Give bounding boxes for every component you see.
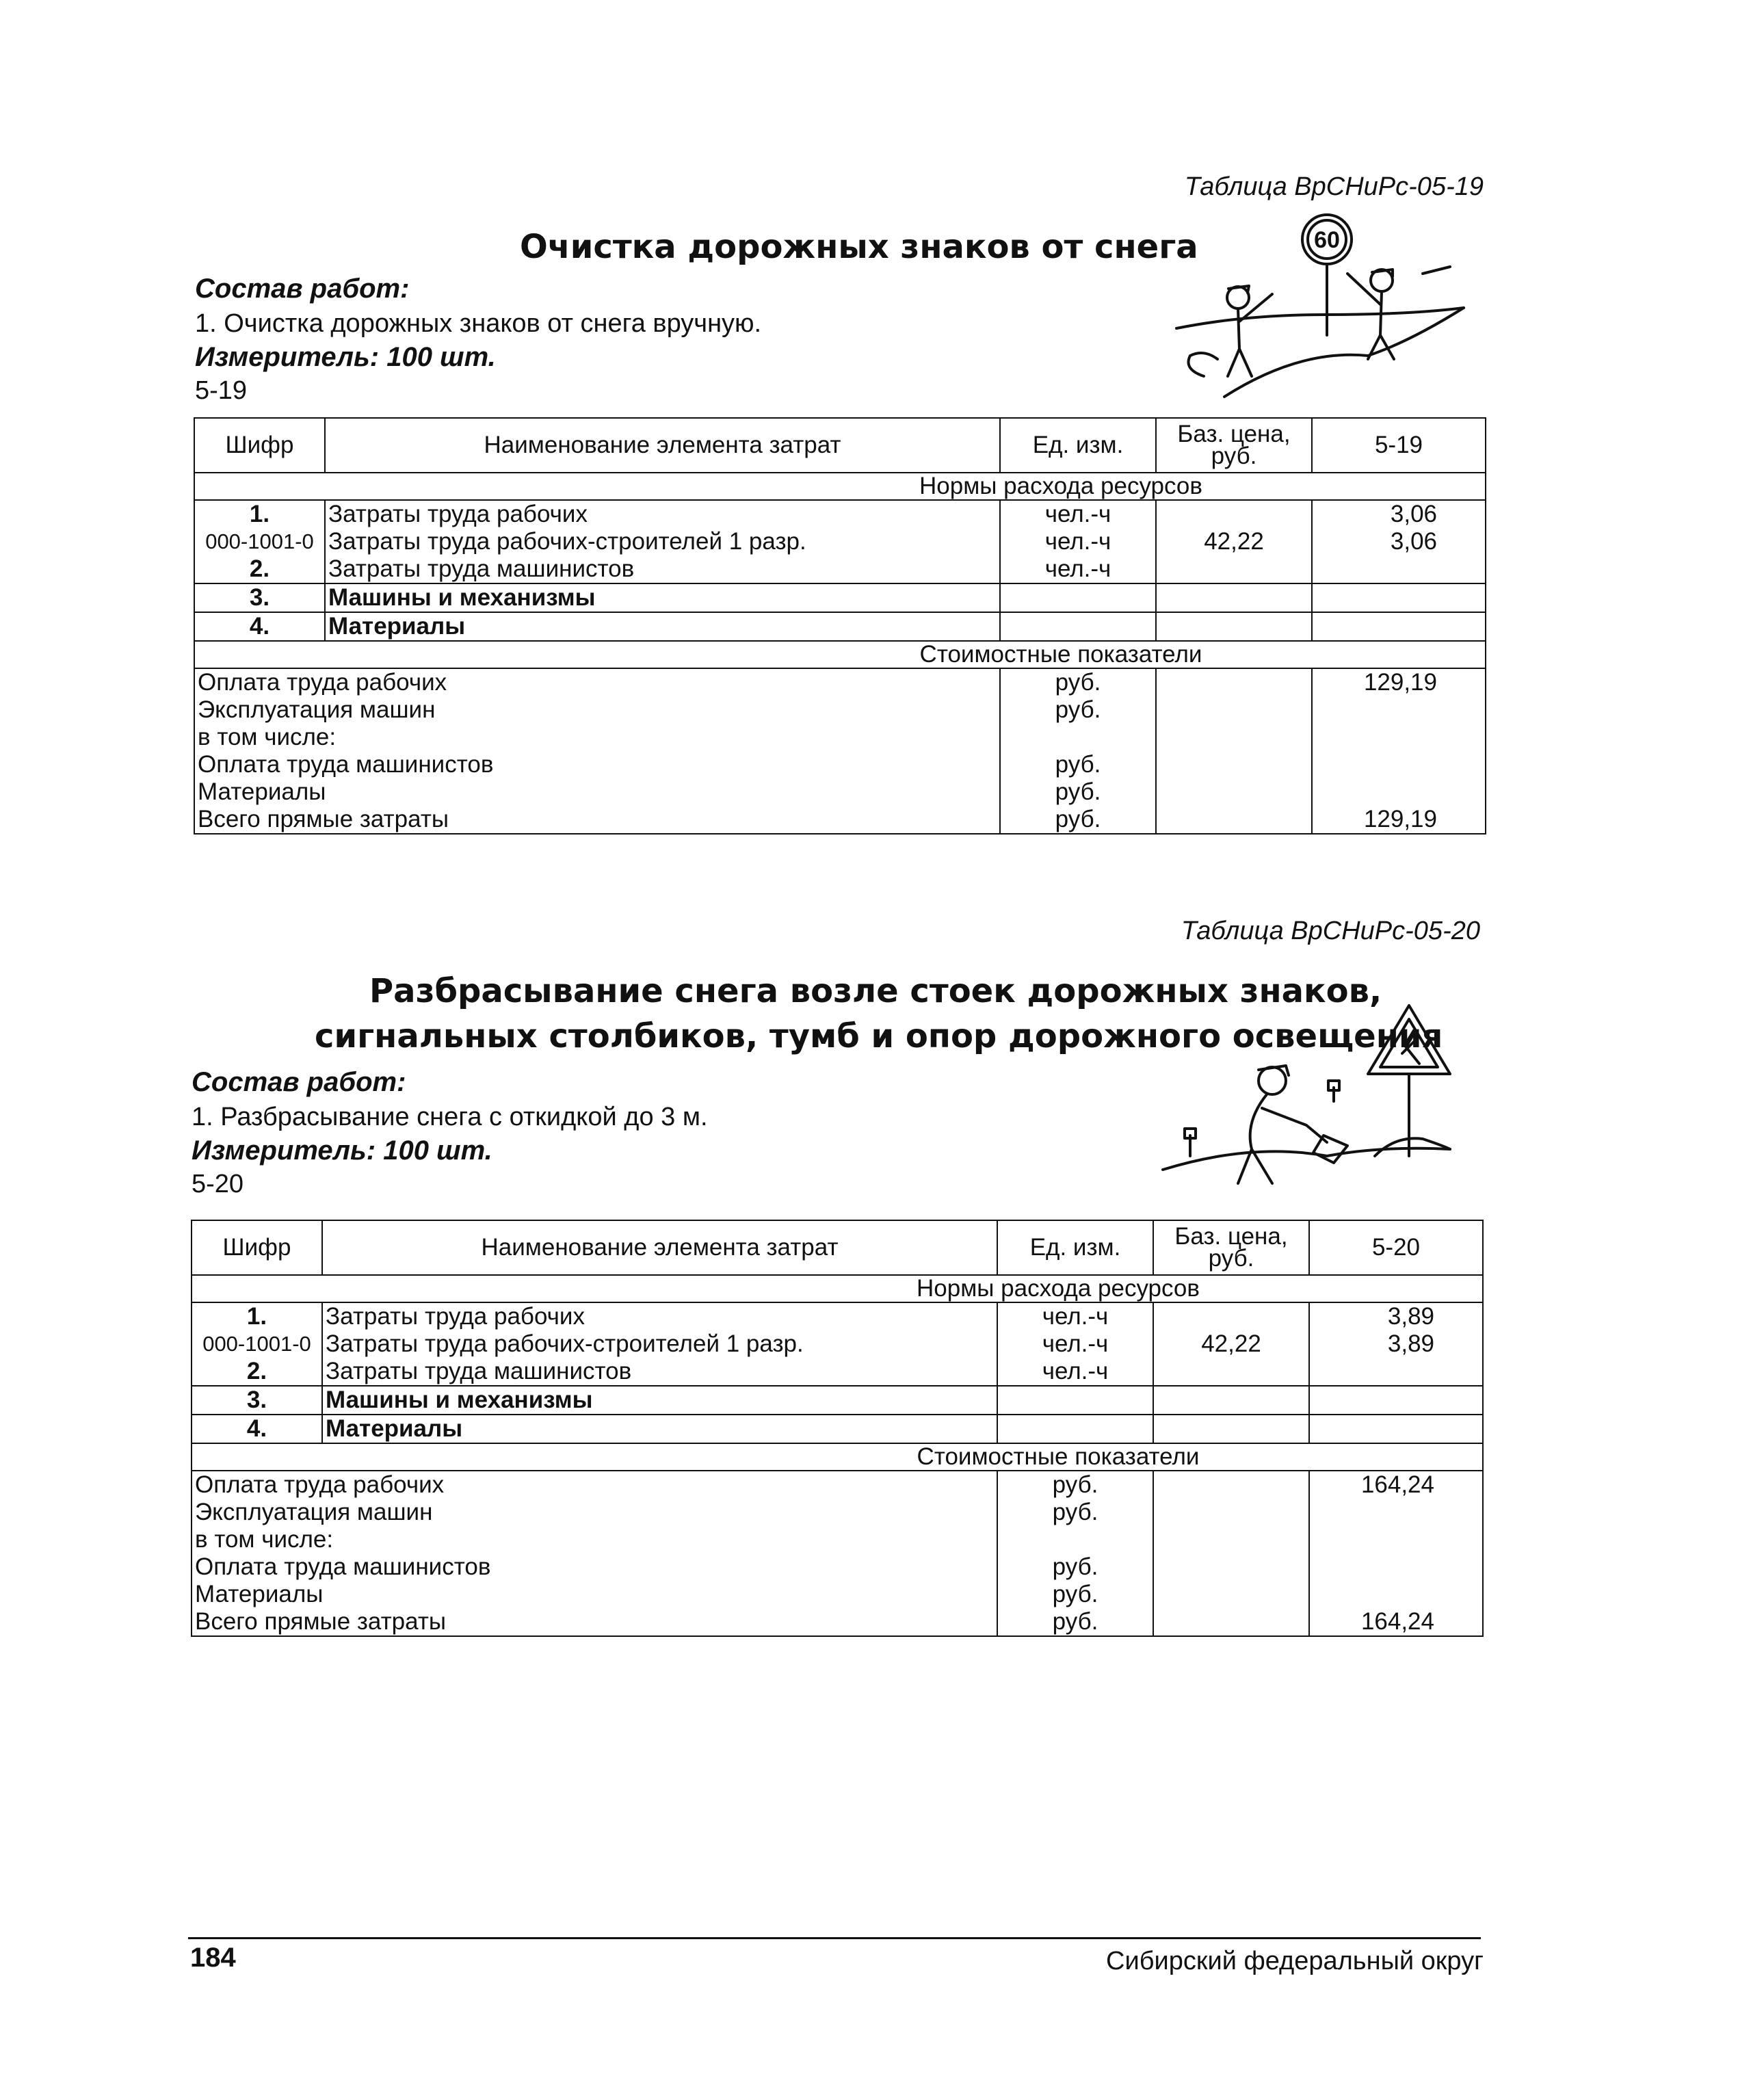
cost-row-price	[1153, 1553, 1309, 1581]
cost-row-unit: руб.	[1000, 696, 1156, 724]
norms-section-header: Нормы расхода ресурсов	[194, 473, 1486, 500]
cost-row-name: Оплата труда рабочих	[192, 1471, 997, 1499]
header-price	[1156, 418, 1312, 473]
row-value	[1309, 1386, 1483, 1415]
header-name: Наименование элемента затрат	[322, 1220, 997, 1275]
header-code: Шифр	[192, 1220, 322, 1275]
header-norm: 5-20	[1309, 1220, 1483, 1275]
composition-text: 1. Очистка дорожных знаков от снега вручную.	[195, 309, 762, 338]
cost-row-value: 164,24	[1309, 1608, 1483, 1636]
cost-row-price	[1153, 1499, 1309, 1526]
section-title: Очистка дорожных знаков от снега	[520, 228, 1198, 266]
cost-row-value: 129,19	[1312, 668, 1486, 696]
header-price-line2: руб.	[1211, 443, 1257, 469]
row-unit: чел.-ч	[997, 1302, 1153, 1330]
row-name: Затраты труда рабочих-строителей 1 разр.	[325, 528, 1000, 555]
cost-row-unit: руб.	[997, 1581, 1153, 1608]
cost-row-value	[1309, 1581, 1483, 1608]
table-code: 5-20	[192, 1170, 244, 1198]
row-unit	[1000, 612, 1156, 641]
row-value: 3,06	[1312, 500, 1486, 528]
row-unit: чел.-ч	[997, 1330, 1153, 1358]
header-price	[1153, 1220, 1309, 1275]
cost-row-name: Оплата труда машинистов	[194, 751, 1000, 778]
cost-row-unit: руб.	[1000, 778, 1156, 806]
row-code: 4.	[192, 1415, 322, 1443]
row-name: Материалы	[325, 612, 1000, 641]
row-price: 42,22	[1156, 528, 1312, 555]
cost-row-price	[1156, 806, 1312, 834]
row-code: 000-1001-0	[194, 528, 325, 555]
row-name: Материалы	[322, 1415, 997, 1443]
cost-row-unit: руб.	[1000, 668, 1156, 696]
cost-row-price	[1153, 1608, 1309, 1636]
row-unit	[997, 1386, 1153, 1415]
cost-row-name: в том числе:	[192, 1526, 997, 1553]
row-name: Затраты труда машинистов	[322, 1358, 997, 1386]
row-name: Машины и механизмы	[325, 583, 1000, 612]
row-name: Затраты труда машинистов	[325, 555, 1000, 583]
table-code: 5-19	[195, 376, 248, 405]
header-price-line1: Баз. цена,	[1174, 1223, 1288, 1250]
cost-row-name: Эксплуатация машин	[192, 1499, 997, 1526]
cost-row-value: 129,19	[1312, 806, 1486, 834]
row-value	[1312, 612, 1486, 641]
row-value	[1312, 583, 1486, 612]
cost-row-value	[1309, 1499, 1483, 1526]
row-code: 1.	[194, 500, 325, 528]
cost-row-unit: руб.	[1000, 751, 1156, 778]
row-price	[1153, 1386, 1309, 1415]
cost-row-price	[1153, 1581, 1309, 1608]
row-price	[1156, 583, 1312, 612]
cost-row-name: Всего прямые затраты	[192, 1608, 997, 1636]
row-value	[1309, 1415, 1483, 1443]
row-code: 2.	[194, 555, 325, 583]
workers-cleaning-sign-illustration	[1163, 212, 1484, 410]
cost-row-price	[1156, 696, 1312, 724]
section-title: Разбрасывание снега возле стоек дорожных знаков,	[369, 972, 1382, 1010]
section-title: сигнальных столбиков, тумб и опор дорожного освещения	[315, 1017, 1443, 1055]
cost-row-unit: руб.	[997, 1471, 1153, 1499]
row-value: 3,06	[1312, 528, 1486, 555]
cost-row-price	[1153, 1471, 1309, 1499]
cost-row-name: Эксплуатация машин	[194, 696, 1000, 724]
row-code: 1.	[192, 1302, 322, 1330]
worker-shoveling-illustration	[1149, 999, 1464, 1204]
header-unit: Ед. изм.	[997, 1220, 1153, 1275]
cost-row-price	[1156, 724, 1312, 751]
row-price	[1153, 1415, 1309, 1443]
row-price: 42,22	[1153, 1330, 1309, 1358]
cost-row-value	[1312, 751, 1486, 778]
table-caption: Таблица ВрСНиРс-05-19	[1184, 172, 1484, 201]
cost-row-unit: руб.	[997, 1608, 1153, 1636]
row-code: 3.	[192, 1386, 322, 1415]
row-unit: чел.-ч	[997, 1358, 1153, 1386]
norms-section-header: Нормы расхода ресурсов	[192, 1275, 1483, 1302]
row-value	[1312, 555, 1486, 583]
row-value	[1309, 1358, 1483, 1386]
row-unit	[1000, 583, 1156, 612]
composition-text: 1. Разбрасывание снега с откидкой до 3 м.	[192, 1103, 708, 1131]
row-name: Затраты труда рабочих	[322, 1302, 997, 1330]
row-price	[1153, 1302, 1309, 1330]
row-unit: чел.-ч	[1000, 555, 1156, 583]
footer-region: Сибирский федеральный округ	[1106, 1947, 1484, 1975]
row-price	[1153, 1358, 1309, 1386]
cost-row-name: Оплата труда машинистов	[192, 1553, 997, 1581]
cost-row-value	[1309, 1553, 1483, 1581]
row-name: Машины и механизмы	[322, 1386, 997, 1415]
cost-row-price	[1156, 668, 1312, 696]
meter-label: Измеритель: 100 шт.	[192, 1135, 492, 1166]
speed-limit-sign-number: 60	[1314, 227, 1340, 253]
row-name: Затраты труда рабочих	[325, 500, 1000, 528]
row-value: 3,89	[1309, 1302, 1483, 1330]
cost-row-value	[1309, 1526, 1483, 1553]
header-code: Шифр	[194, 418, 325, 473]
header-name: Наименование элемента затрат	[325, 418, 1000, 473]
row-unit: чел.-ч	[1000, 500, 1156, 528]
cost-row-name: Материалы	[192, 1581, 997, 1608]
cost-row-name: Оплата труда рабочих	[194, 668, 1000, 696]
header-norm: 5-19	[1312, 418, 1486, 473]
meter-label: Измеритель: 100 шт.	[195, 342, 496, 372]
cost-row-unit: руб.	[997, 1499, 1153, 1526]
row-price	[1156, 555, 1312, 583]
cost-row-value	[1312, 696, 1486, 724]
row-code: 2.	[192, 1358, 322, 1386]
cost-row-value: 164,24	[1309, 1471, 1483, 1499]
cost-row-price	[1156, 751, 1312, 778]
row-code: 3.	[194, 583, 325, 612]
page-number: 184	[190, 1943, 236, 1973]
cost-row-price	[1153, 1526, 1309, 1553]
header-price-line1: Баз. цена,	[1177, 421, 1291, 447]
cost-section-header: Стоимостные показатели	[192, 1443, 1483, 1471]
composition-label: Состав работ:	[195, 274, 410, 304]
cost-row-unit: руб.	[997, 1553, 1153, 1581]
row-value: 3,89	[1309, 1330, 1483, 1358]
cost-row-name: в том числе:	[194, 724, 1000, 751]
cost-row-unit: руб.	[1000, 806, 1156, 834]
header-unit: Ед. изм.	[1000, 418, 1156, 473]
cost-table	[194, 417, 1486, 835]
row-price	[1156, 500, 1312, 528]
table-caption: Таблица ВрСНиРс-05-20	[1181, 917, 1480, 945]
composition-label: Состав работ:	[192, 1067, 406, 1097]
cost-row-unit	[997, 1526, 1153, 1553]
row-unit	[997, 1415, 1153, 1443]
cost-table	[191, 1220, 1484, 1637]
cost-row-value	[1312, 778, 1486, 806]
cost-row-price	[1156, 778, 1312, 806]
row-code: 4.	[194, 612, 325, 641]
row-price	[1156, 612, 1312, 641]
cost-row-name: Материалы	[194, 778, 1000, 806]
row-code: 000-1001-0	[192, 1330, 322, 1358]
cost-row-value	[1312, 724, 1486, 751]
row-unit: чел.-ч	[1000, 528, 1156, 555]
row-name: Затраты труда рабочих-строителей 1 разр.	[322, 1330, 997, 1358]
header-price-line2: руб.	[1208, 1245, 1254, 1272]
cost-row-name: Всего прямые затраты	[194, 806, 1000, 834]
cost-row-unit	[1000, 724, 1156, 751]
footer-divider	[188, 1937, 1481, 1939]
cost-section-header: Стоимостные показатели	[194, 641, 1486, 668]
